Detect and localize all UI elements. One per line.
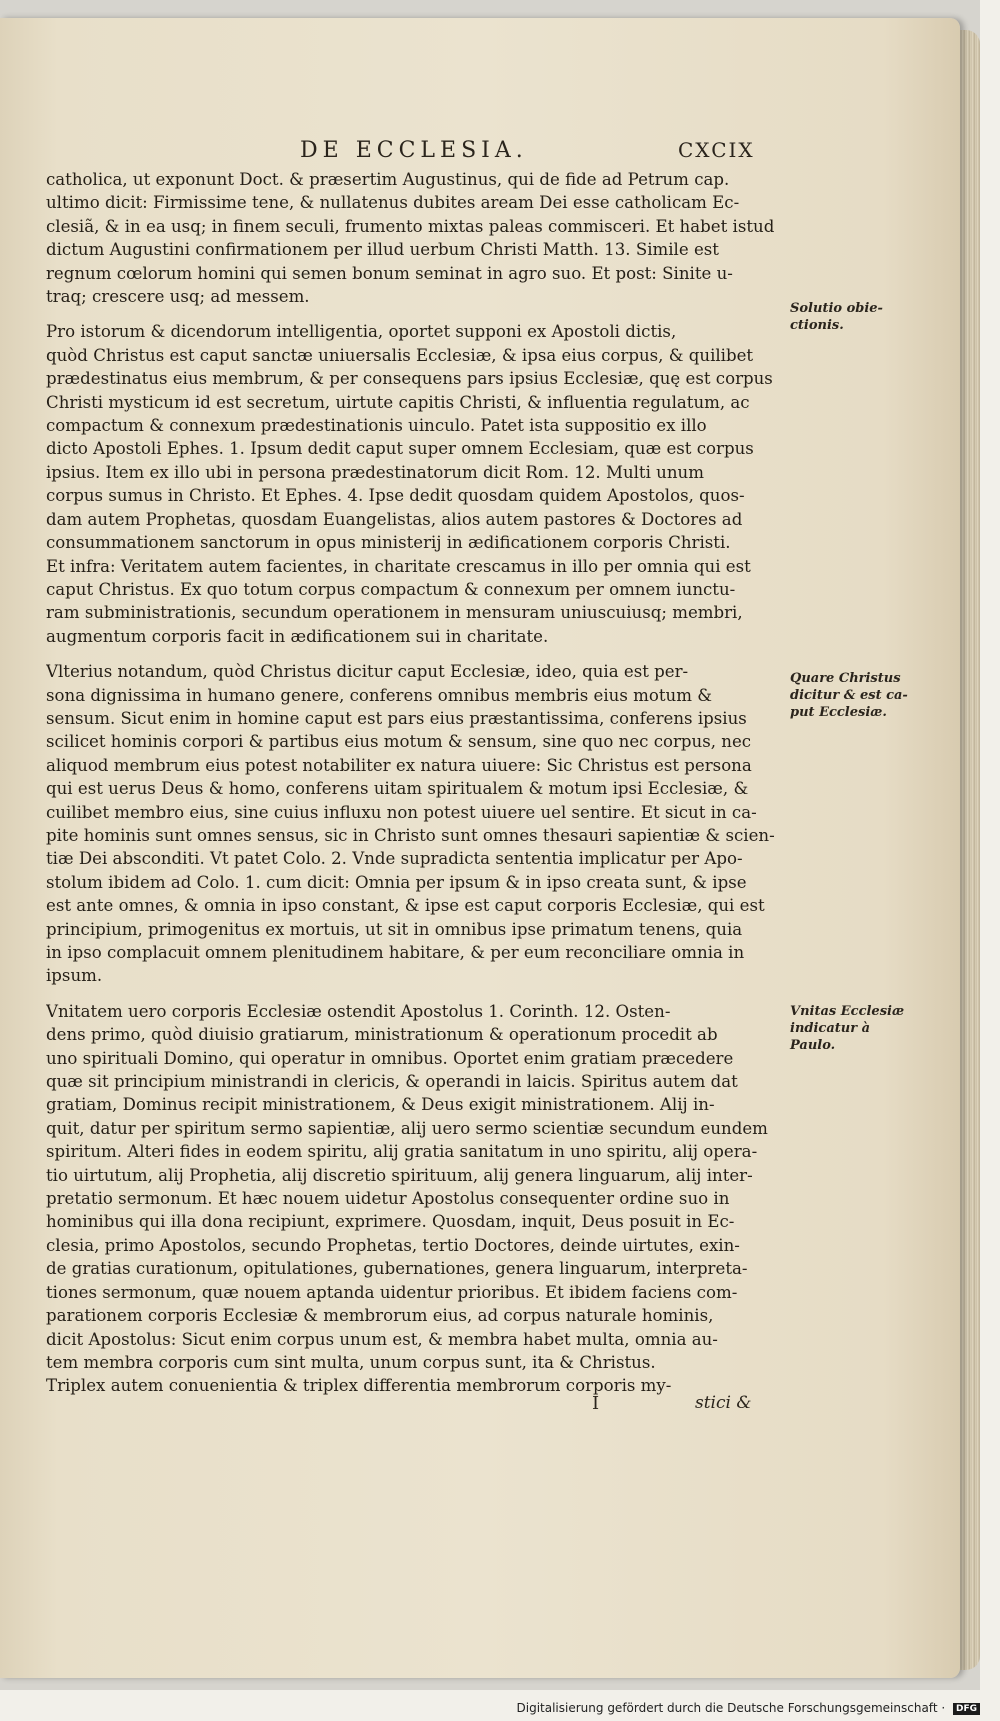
- text-line: quæ sit principium ministrandi in clericis, & operandi in laicis. Spiritus autem dat: [46, 1072, 738, 1092]
- body-text: [46, 168, 776, 1418]
- text-line: traq; crescere usq; ad messem.: [46, 287, 310, 307]
- credit-text: Digitalisierung gefördert durch die Deutsche Forschungsgemeinschaft ·: [516, 1701, 946, 1715]
- text-line: ram subministrationis, secundum operationem in mensuram uniuscuiusq; membri,: [46, 603, 743, 623]
- text-line: pite hominis sunt omnes sensus, sic in Christo sunt omnes thesauri sapientiæ & scien-: [46, 825, 775, 845]
- text-line: clesia, primo Apostolos, secundo Prophetas, tertio Doctores, deinde uirtutes, exin-: [46, 1235, 740, 1255]
- marginal-note-quare-christus: Quare Christus dicitur & est ca- put Ecclesiæ.: [790, 671, 908, 720]
- text-line: dens primo, quòd diuisio gratiarum, ministrationum & operationum procedit ab: [46, 1025, 718, 1045]
- text-line: ipsius. Item ex illo ubi in persona prædestinatorum dicit Rom. 12. Multi unum: [46, 462, 704, 482]
- text-line: in ipso complacuit omnem plenitudinem habitare, & per eum reconciliare omnia in: [46, 943, 745, 962]
- text-line: tiæ Dei absconditi. Vt patet Colo. 2. Vnde supradicta sententia implicatur per Apo-: [46, 849, 743, 869]
- text-line: spiritum. Alteri fides in eodem spiritu, alij gratia sanitatum in uno spiritu, alij opera-: [46, 1142, 758, 1162]
- text-line: scilicet hominis corpori & partibus eius motum & sensum, sine quo nec corpus, nec: [46, 732, 752, 752]
- text-line: prædestinatus eius membrum, & per consequens pars ipsius Ecclesiæ, quę est corpus: [46, 369, 773, 389]
- text-line: uno spirituali Domino, qui operatur in omnibus. Oportet enim gratiam præcedere: [46, 1048, 734, 1068]
- page-footer: [0, 1393, 760, 1417]
- paragraph-4: [46, 1000, 776, 1398]
- paragraph-2: [46, 320, 776, 648]
- text-line: stolum ibidem ad Colo. 1. cum dicit: Omnia per ipsum & in ipso creata sunt, & ipse: [46, 872, 747, 892]
- text-line: dam autem Prophetas, quosdam Euangelistas, alios autem pastores & Doctores ad: [46, 509, 743, 529]
- text-line: tiones sermonum, quæ nouem aptanda uidentur prioribus. Et ibidem faciens com-: [46, 1282, 738, 1302]
- text-line: dictum Augustini confirmationem per illud uerbum Christi Matth. 13. Simile est: [46, 240, 719, 260]
- text-line: consummationem sanctorum in opus ministerij in ædificationem corporis Christi.: [46, 533, 731, 553]
- text-line: compactum & connexum prædestinationis uinculo. Patet ista suppositio ex illo: [46, 416, 707, 436]
- text-line: corpus sumus in Christo. Et Ephes. 4. Ipse dedit quosdam quidem Apostolos, quos-: [46, 486, 745, 506]
- text-line: caput Christus. Ex quo totum corpus compactum & connexum per omnem iunctu-: [46, 579, 736, 599]
- marginal-note-solutio: Solutio obie- ctionis.: [790, 301, 883, 333]
- text-line: pretatio sermonum. Et hæc nouem uidetur Apostolus consequenter ordine suo in: [46, 1189, 730, 1209]
- text-line: quòd Christus est caput sanctæ uniuersalis Ecclesiæ, & ipsa eius corpus, & quilibet: [46, 345, 754, 365]
- page-header: [0, 138, 960, 168]
- paragraph-1: [46, 168, 776, 308]
- folio-number: CXCIX: [678, 138, 755, 162]
- running-title: DE ECCLESIA.: [300, 138, 528, 163]
- dfg-logo: DFG: [953, 1703, 980, 1715]
- text-line: Vnitatem uero corporis Ecclesiæ ostendit Apostolus 1. Corinth. 12. Osten-: [46, 1001, 671, 1021]
- text-line: catholica, ut exponunt Doct. & præsertim Augustinus, qui de fide ad Petrum cap.: [46, 170, 730, 189]
- signature-mark: I: [592, 1393, 600, 1414]
- text-line: Triplex autem conuenientia & triplex differentia membrorum corporis my-: [46, 1376, 672, 1396]
- text-line: de gratias curationum, opitulationes, gubernationes, genera linguarum, interpreta-: [46, 1259, 748, 1279]
- text-line: augmentum corporis facit in ædificationem sui in charitate.: [46, 626, 549, 646]
- text-line: Christi mysticum id est secretum, uirtute capitis Christi, & influentia regulatum, ac: [46, 392, 750, 412]
- text-line: dicit Apostolus: Sicut enim corpus unum est, & membra habet multa, omnia au-: [46, 1329, 718, 1349]
- text-line: est ante omnes, & omnia in ipso constant, & ipse est caput corporis Ecclesiæ, qui est: [46, 896, 765, 916]
- text-line: regnum cœlorum homini qui semen bonum seminat in agro suo. Et post: Sinite u-: [46, 263, 733, 283]
- text-line: parationem corporis Ecclesiæ & membrorum eius, ad corpus naturale hominis,: [46, 1306, 714, 1326]
- credit-line: [517, 1701, 980, 1715]
- text-line: ipsum.: [46, 966, 103, 986]
- book-page: [0, 18, 960, 1678]
- paragraph-3: [46, 660, 776, 988]
- text-line: cuilibet membro eius, sine cuius influxu non potest uiuere uel sentire. Et sicut in ca-: [46, 802, 757, 822]
- text-line: gratiam, Dominus recipit ministrationem, & Deus exigit ministrationem. Alij in-: [46, 1095, 715, 1115]
- text-line: sensum. Sicut enim in homine caput est pars eius præstantissima, conferens ipsius: [46, 708, 747, 728]
- text-line: qui est uerus Deus & homo, conferens uitam spiritualem & motum ipsi Ecclesiæ, &: [46, 779, 749, 799]
- text-line: principium, primogenitus ex mortuis, ut sit in omnibus ipse primatum tenens, quia: [46, 919, 743, 939]
- text-line: sona dignissima in humano genere, conferens omnibus membris eius motum &: [46, 685, 713, 705]
- marginal-note-unitas: Vnitas Ecclesiæ indicatur à Paulo.: [790, 1004, 905, 1053]
- text-line: hominibus qui illa dona recipiunt, exprimere. Quosdam, inquit, Deus posuit in Ec-: [46, 1212, 735, 1232]
- text-line: Et infra: Veritatem autem facientes, in charitate crescamus in illo per omnia qui est: [46, 556, 751, 576]
- catchword: stici &: [695, 1393, 752, 1413]
- text-line: Pro istorum & dicendorum intelligentia, oportet supponi ex Apostoli dictis,: [46, 322, 677, 342]
- text-line: ultimo dicit: Firmissime tene, & nullatenus dubites aream Dei esse catholicam Ec-: [46, 193, 740, 213]
- text-line: tio uirtutum, alij Prophetia, alij discretio spirituum, alij genera linguarum, alij inter-: [46, 1165, 753, 1185]
- text-line: clesiã, & in ea usq; in finem seculi, frumento mixtas paleas commisceri. Et habet istud: [46, 216, 775, 236]
- text-line: aliquod membrum eius potest notabiliter ex natura uiuere: Sic Christus est persona: [46, 755, 752, 775]
- text-line: Vlterius notandum, quòd Christus dicitur caput Ecclesiæ, ideo, quia est per-: [46, 662, 689, 682]
- digitization-credit-bar: [0, 1697, 1000, 1721]
- text-line: tem membra corporis cum sint multa, unum corpus sunt, ita & Christus.: [46, 1352, 656, 1372]
- text-line: quit, datur per spiritum sermo sapientiæ, alij uero sermo scientiæ secundum eundem: [46, 1118, 768, 1138]
- text-line: dicto Apostoli Ephes. 1. Ipsum dedit caput super omnem Ecclesiam, quæ est corpus: [46, 439, 754, 459]
